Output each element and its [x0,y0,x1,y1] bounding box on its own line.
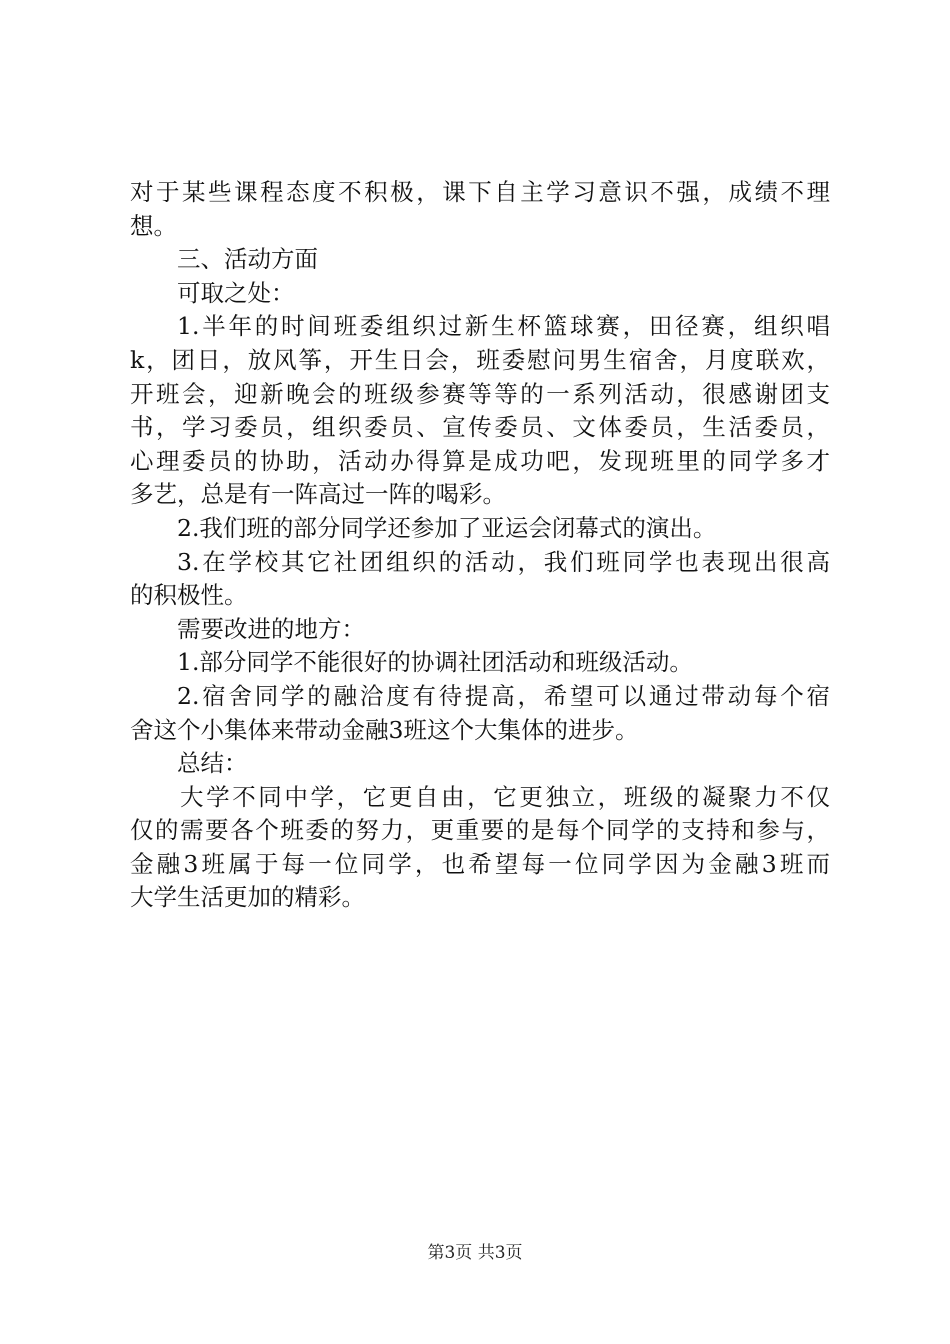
subsection-heading: 需要改进的地方： [177,614,365,643]
text-line: 仅的需要各个班委的努力，更重要的是每个同学的支持和参与， [130,816,830,845]
text-line: k，团日，放风筝，开生日会，班委慰问男生宿舍，月度联欢， [130,345,830,374]
text-line: 心理委员的协助，活动办得算是成功吧，发现班里的同学多才 [130,446,830,475]
text-line: 多艺，总是有一阵高过一阵的喝彩。 [130,480,506,509]
text-line: 2.我们班的部分同学还参加了亚运会闭幕式的演出。 [177,513,717,542]
subsection-heading: 总结： [177,749,248,778]
text-line: 2.宿舍同学的融洽度有待提高，希望可以通过带动每个宿 [177,681,830,710]
text-line: 大学不同中学，它更自由，它更独立，班级的凝聚力不仅 [180,782,830,811]
document-body [130,176,830,915]
text-line: 想。 [130,211,177,240]
text-line: 舍这个小集体来带动金融3班这个大集体的进步。 [130,715,639,744]
text-line: 书，学习委员，组织委员、宣传委员、文体委员，生活委员， [130,413,830,442]
text-line: 1.半年的时间班委组织过新生杯篮球赛，田径赛，组织唱 [177,312,830,341]
text-line: 金融3班属于每一位同学，也希望每一位同学因为金融3班而 [130,849,830,878]
text-line: 3.在学校其它社团组织的活动，我们班同学也表现出很高 [177,547,830,576]
section-heading: 三、活动方面 [177,245,318,274]
text-line: 的积极性。 [130,581,248,610]
text-line: 开班会，迎新晚会的班级参赛等等的一系列活动，很感谢团支 [130,379,830,408]
page-footer: 第3页 共3页 [427,1243,523,1263]
text-line: 对于某些课程态度不积极，课下自主学习意识不强，成绩不理 [130,178,830,206]
text-line: 1.部分同学不能很好的协调社团活动和班级活动。 [177,648,693,677]
text-line: 大学生活更加的精彩。 [130,883,365,912]
subsection-heading: 可取之处： [177,278,295,307]
